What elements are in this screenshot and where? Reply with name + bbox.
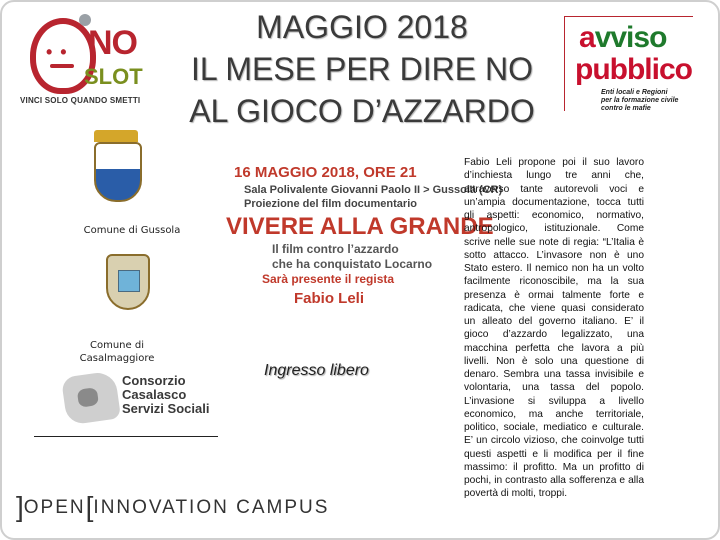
page-title bbox=[152, 6, 572, 132]
event-type: Proiezione del film documentario bbox=[244, 198, 417, 210]
title-line-1: MAGGIO 2018 bbox=[256, 9, 468, 45]
avviso-subtitle bbox=[601, 89, 678, 113]
gussola-label: Comune di Gussola bbox=[83, 225, 181, 236]
divider bbox=[34, 436, 218, 437]
film-desc-1: Il film contro l’azzardo bbox=[272, 242, 399, 256]
casalmaggiore-label: Comune di Casalmaggiore bbox=[79, 340, 155, 364]
avviso-pubblico-logo bbox=[564, 16, 693, 111]
noslot-slot-text: SLOT bbox=[84, 64, 143, 89]
film-desc-3: Sarà presente il regista bbox=[262, 272, 395, 286]
consorzio-line-1: Consorzio bbox=[122, 373, 186, 388]
title-line-2: IL MESE PER DIRE NO bbox=[191, 51, 533, 87]
avviso-a: a bbox=[579, 21, 595, 54]
event-poster bbox=[224, 162, 503, 312]
sad-face-icon: •• bbox=[30, 18, 96, 94]
event-venue: Sala Polivalente Giovanni Paolo II > Gussola (CR) bbox=[244, 184, 503, 196]
map-icon bbox=[61, 370, 121, 425]
oic-rest: INNOVATION CAMPUS bbox=[93, 497, 330, 518]
avviso-sub-1: Enti locali e Regioni bbox=[601, 89, 668, 96]
consorzio-text bbox=[122, 374, 209, 416]
avviso-rest: vviso bbox=[594, 21, 667, 54]
gussola-crest-icon bbox=[94, 142, 142, 202]
director-name: Fabio Leli bbox=[294, 290, 365, 307]
avviso-sub-2: per la formazione civile bbox=[601, 97, 679, 104]
body-text: Fabio Leli propone poi il suo lavoro d’inchiesta lungo tre anni che, attraverso tante autorevoli voci e un’ampia documentazione, tocca tutti gli aspetti: economico, normativo, antropologico, istituzionale. Come scrive nelle sue note di regia: “L’Italia è sotto attacco. L’invasore non è uno Stato estero. Il nemico non ha un volto facilmente riconoscibile, ma la sua presenza è ormai talmente forte e radicata, che viene quasi considerato un alleato del governo italiano. E’ il gioco d’azzardo legalizzato, una macchina perfetta che lavora a più livelli. Non è solo una questione di denaro. Sembra una tassa invisibile e volontaria, una tassa del popolo. L’invasione si sviluppa a livello economico, ma anche territoriale, politico, sociale, mediatico e culturale. E’ un circolo vizioso, che coinvolge tutti questi aspetti e li modifica per il fine massimo: il profitto. Ma un profitto di pochi, in contrasto alla sofferenza e alla povertà di molti, troppi. bbox=[464, 157, 644, 500]
casalmaggiore-crest-icon bbox=[106, 254, 150, 310]
title-line-3: AL GIOCO D’AZZARDO bbox=[189, 93, 535, 129]
consorzio-logo bbox=[60, 370, 220, 430]
noslot-tagline: VINCI SOLO QUANDO SMETTI bbox=[20, 96, 141, 105]
film-title: VIVERE ALLA GRANDE bbox=[226, 213, 494, 240]
noslot-logo bbox=[16, 10, 166, 110]
avviso-sub-3: contro le mafie bbox=[601, 105, 651, 112]
noslot-no-text: NO bbox=[88, 24, 137, 62]
avviso-word bbox=[579, 23, 666, 53]
oic-open: OPEN bbox=[23, 497, 86, 518]
ingresso-libero: Ingresso libero bbox=[264, 362, 369, 379]
film-desc-2: che ha conquistato Locarno bbox=[272, 257, 433, 271]
open-innovation-campus-logo bbox=[16, 491, 330, 522]
event-date: 16 MAGGIO 2018, ORE 21 bbox=[234, 164, 417, 181]
bracket-innovation: [ bbox=[85, 491, 94, 522]
consorzio-line-3: Servizi Sociali bbox=[122, 401, 210, 416]
consorzio-line-2: Casalasco bbox=[122, 387, 187, 402]
pubblico-word: pubblico bbox=[575, 53, 692, 86]
bracket-open: ] bbox=[16, 491, 24, 522]
